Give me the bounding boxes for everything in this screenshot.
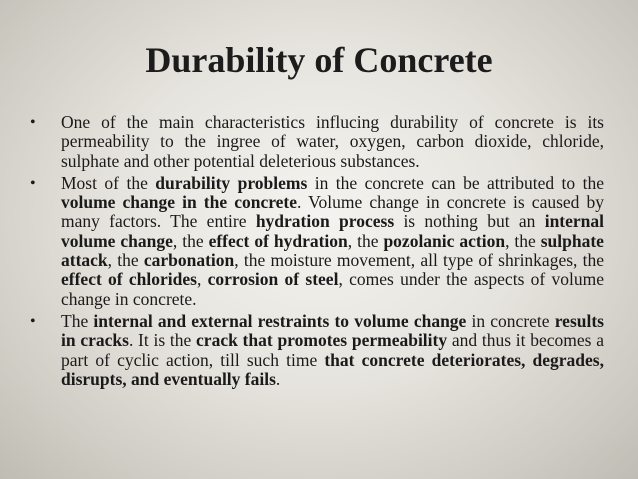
bullet-item [30, 174, 604, 309]
text: in concrete [466, 310, 555, 331]
text: . [275, 368, 281, 389]
text: and thus it becomes a part of cyclic action, till such time [61, 330, 604, 370]
text: Most of the [61, 172, 156, 193]
text: , the [107, 250, 144, 271]
text: . It is the [128, 330, 197, 351]
text: , the moisture movement, all type of shrinkages, the [234, 250, 604, 271]
text: in the concrete can be attributed to the [307, 172, 604, 193]
text: is nothing but an [394, 211, 545, 232]
text: . Volume change in concrete is caused by many factors. The entire [61, 192, 604, 232]
bullet-list [30, 113, 604, 392]
text: The [61, 310, 94, 331]
bold-text: hydration process [255, 211, 395, 232]
bullet-dot: • [30, 312, 36, 330]
text: , the [505, 230, 541, 251]
bold-text: internal and external restraints to volume change [93, 310, 467, 331]
bold-text: volume change in the concrete [61, 192, 298, 213]
bullet-item [30, 312, 604, 389]
bold-text: results in cracks [61, 310, 604, 351]
bold-text: internal volume change [61, 211, 605, 251]
bold-text: carbonation [143, 250, 235, 271]
text: , comes under the aspects of volume change in concrete. [61, 269, 604, 309]
bullet-dot: • [30, 114, 36, 131]
bold-text: corrosion of steel [207, 269, 339, 290]
text: , [196, 269, 208, 290]
bullet-item [30, 113, 604, 171]
bullet-dot: • [30, 174, 36, 192]
bold-text: pozolanic action [383, 230, 506, 251]
bold-text: crack that promotes permeability [196, 330, 448, 351]
bold-text: sulphate attack [61, 230, 604, 271]
slide-title: Durability of Concrete [145, 40, 493, 80]
bold-text: effect of hydration [208, 230, 348, 251]
text: , the [172, 230, 209, 251]
bold-text: effect of chlorides [61, 269, 197, 290]
bold-text: durability problems [155, 172, 308, 193]
text: One of the main characteristics influcing durability of concrete is its permeability to the ingree of water, oxygen, carbon dioxide, chloride, sulphate and other potential deleterious substances. [61, 112, 604, 171]
text: , the [347, 230, 384, 251]
bold-text: that concrete deteriorates, degrades, disrupts, and eventually fails [61, 349, 604, 389]
